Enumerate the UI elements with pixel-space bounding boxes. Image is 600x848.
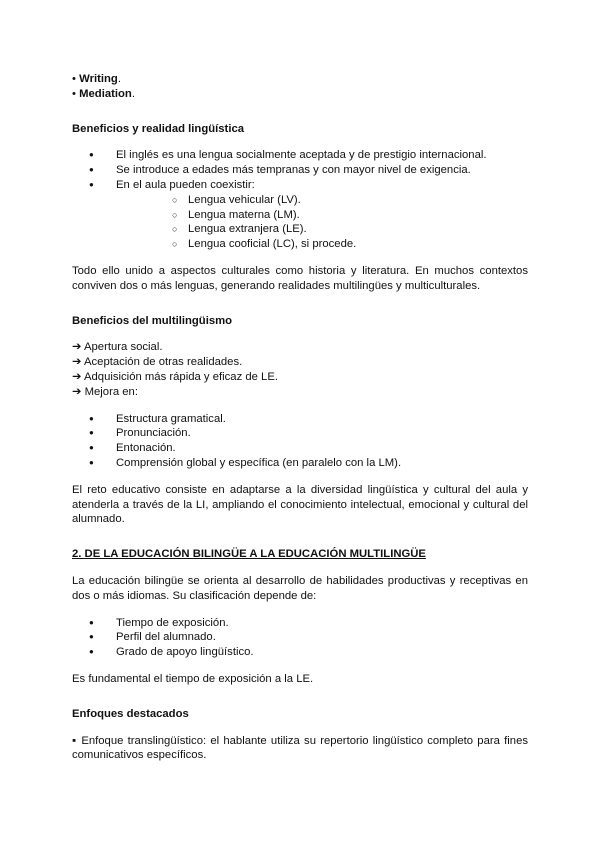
list-item: ● Grado de apoyo lingüístico. [72, 645, 528, 660]
bullet-list-clasificacion [72, 616, 528, 660]
sub-list-item: ○ Lengua vehicular (LV). [116, 193, 528, 208]
paragraph-educacion-bilingue: La educación bilingüe se orienta al desarrollo de habilidades productivas y receptivas en dos o más idiomas. Su clasificación depende de: [72, 574, 528, 602]
heading-enfoques-destacados: Enfoques destacados [72, 707, 189, 720]
document-content [72, 72, 528, 763]
section-title-educacion-multilingue: 2. DE LA EDUCACIÓN BILINGÜE A LA EDUCACIÓN MULTILINGÜE [72, 548, 426, 561]
list-item: ● Tiempo de exposición. [72, 616, 528, 631]
intro-item-label: Mediation [79, 87, 132, 100]
heading-beneficios-multilinguismo: Beneficios del multilingüismo [72, 314, 233, 327]
list-item: ● Perfil del alumnado. [72, 630, 528, 645]
arrow-item: ➔ Aceptación de otras realidades. [72, 356, 243, 369]
arrow-item: ➔ Adquisición más rápida y eficaz de LE. [72, 370, 279, 383]
list-item [72, 178, 528, 252]
sub-list-item: ○ Lengua extranjera (LE). [116, 222, 528, 237]
bullet-list-mejora [72, 412, 528, 471]
list-item-text: En el aula pueden coexistir: [116, 178, 255, 191]
heading-beneficios-realidad: Beneficios y realidad lingüística [72, 122, 245, 135]
paragraph-reto-educativo: El reto educativo consiste en adaptarse a la diversidad lingüística y cultural del aula y atenderla a través de la LI, ampliando el conocimiento intelectual, emocional y cultural del alumnado. [72, 483, 528, 526]
intro-item-label: Writing [79, 73, 118, 85]
list-item: ● Entonación. [72, 441, 528, 456]
intro-item-writing [72, 72, 528, 87]
arrow-list [72, 340, 528, 399]
list-item: ● Estructura gramatical. [72, 412, 528, 427]
paragraph-tiempo-exposicion: Es fundamental el tiempo de exposición a la LE. [72, 672, 314, 685]
intro-item-tail: . [117, 73, 121, 85]
list-item: ● El inglés es una lengua socialmente aceptada y de prestigio internacional. [72, 148, 528, 163]
list-item: ● Comprensión global y específica (en paralelo con la LM). [72, 456, 528, 471]
arrow-item: ➔ Apertura social. [72, 341, 163, 354]
list-item: ● Pronunciación. [72, 426, 528, 441]
paragraph-enfoque-translinguistico: ▪ Enfoque translingüístico: el hablante utiliza su repertorio lingüístico completo para fines comunicativos específicos. [72, 734, 528, 762]
intro-item-mediation [72, 87, 528, 102]
bullet-list-beneficios [72, 148, 528, 252]
list-item: ● Se introduce a edades más tempranas y con mayor nivel de exigencia. [72, 163, 528, 178]
sub-list-item: ○ Lengua materna (LM). [116, 208, 528, 223]
arrow-item: ➔ Mejora en: [72, 385, 138, 398]
sub-bullet-list-lenguas [116, 193, 528, 252]
bullet-marker: • [72, 73, 76, 85]
bullet-marker: • [72, 87, 76, 100]
intro-item-tail: . [131, 87, 135, 100]
sub-list-item: ○ Lengua cooficial (LC), si procede. [116, 237, 528, 252]
paragraph-contextos: Todo ello unido a aspectos culturales como historia y literatura. En muchos contextos conviven dos o más lenguas, generando realidades multilingües y multiculturales. [72, 264, 528, 292]
